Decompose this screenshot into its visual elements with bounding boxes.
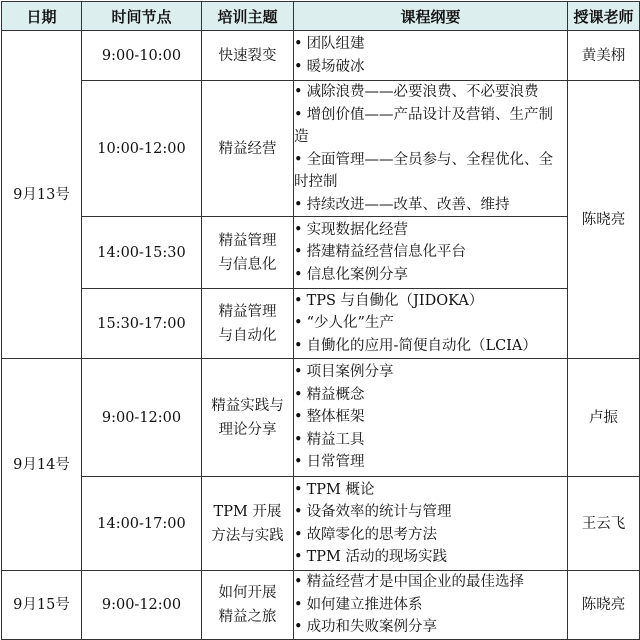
outline-item: • 信息化案例分享 — [294, 266, 409, 283]
topic-line: TPM 开展 — [213, 503, 282, 520]
bullet: • — [294, 196, 303, 213]
time-cell: 15:30-17:00 — [82, 289, 202, 359]
bullet: • — [294, 151, 303, 168]
time-cell: 14:00-15:30 — [82, 217, 202, 289]
header-time: 时间节点 — [82, 2, 202, 31]
teacher-cell: 黄美栩 — [568, 31, 640, 81]
bullet: • — [294, 315, 303, 332]
outline-item: • 项目案例分享 — [294, 364, 394, 381]
outline-item: • 增创价值——产品设计及营销、生产制造 — [294, 106, 554, 145]
topic-cell — [202, 571, 294, 640]
time-cell: 9:00-10:00 — [82, 31, 202, 81]
bullet: • — [294, 244, 303, 261]
table-row — [2, 217, 640, 289]
bullet: • — [294, 292, 303, 309]
outline-cell — [294, 217, 568, 289]
outline-item: • 成功和失败案例分享 — [294, 619, 438, 635]
outline-item: • 实现数据化经营 — [294, 221, 409, 238]
topic-cell — [202, 289, 294, 359]
topic-line: 精益经营 — [218, 140, 277, 157]
outline-item: • 精益经营才是中国企业的最佳选择 — [294, 574, 525, 590]
bullet: • — [294, 36, 303, 52]
topic-line: 方法与实践 — [211, 527, 284, 544]
outline-cell — [294, 81, 568, 217]
outline-cell — [294, 289, 568, 359]
outline-item: • 搭建精益经营信息化平台 — [294, 244, 467, 261]
topic-cell — [202, 31, 294, 81]
bullet: • — [294, 454, 303, 471]
date-cell: 9月14号 — [2, 359, 82, 571]
outline-item: • 减除浪费——必要浪费、不必要浪费 — [294, 84, 539, 100]
bullet: • — [294, 504, 303, 520]
outline-item: • “少人化”生产 — [294, 315, 394, 332]
outline-item: • 设备效率的统计与管理 — [294, 504, 452, 520]
bullet: • — [294, 526, 303, 543]
topic-cell — [202, 217, 294, 289]
course-schedule-table — [1, 1, 640, 640]
topic-cell — [202, 359, 294, 477]
date-cell: 9月13号 — [2, 31, 82, 359]
header-teacher: 授课老师 — [568, 2, 640, 31]
outline-cell — [294, 477, 568, 571]
topic-line: 精益实践与 — [211, 397, 284, 414]
header-topic: 培训主题 — [202, 2, 294, 31]
topic-cell — [202, 477, 294, 571]
teacher-cell: 陈晓亮 — [568, 81, 640, 359]
table-row — [2, 289, 640, 359]
outline-item: • 自働化的应用-简便自动化（LCIA） — [294, 337, 537, 354]
table-row — [2, 81, 640, 217]
outline-item: • 如何建立推进体系 — [294, 596, 423, 613]
outline-cell — [294, 571, 568, 640]
table-row — [2, 571, 640, 640]
bullet: • — [294, 364, 303, 381]
outline-item: • 故障零化的思考方法 — [294, 526, 438, 543]
outline-item: • TPM 概论 — [294, 481, 375, 498]
topic-line: 快速裂变 — [218, 47, 277, 64]
time-cell: 14:00-17:00 — [82, 477, 202, 571]
bullet: • — [294, 549, 303, 565]
table-row — [2, 31, 640, 81]
bullet: • — [294, 266, 303, 283]
time-cell: 10:00-12:00 — [82, 81, 202, 217]
bullet: • — [294, 431, 303, 448]
outline-item: • 精益工具 — [294, 431, 365, 448]
date-cell: 9月15号 — [2, 571, 82, 640]
bullet: • — [294, 58, 303, 75]
outline-cell — [294, 359, 568, 477]
bullet: • — [294, 337, 303, 354]
topic-line: 如何开展 — [218, 584, 277, 601]
topic-line: 精益管理 — [218, 303, 277, 320]
topic-line: 与自动化 — [218, 327, 277, 344]
outline-item: • TPM 活动的现场实践 — [294, 549, 447, 565]
outline-item: • 全面管理——全员参与、全程优化、全时控制 — [294, 151, 554, 190]
bullet: • — [294, 574, 303, 590]
outline-item: • 整体框架 — [294, 409, 365, 426]
header-outline: 课程纲要 — [294, 2, 568, 31]
outline-item: • 持续改进——改革、改善、维持 — [294, 196, 510, 213]
bullet: • — [294, 596, 303, 613]
teacher-cell: 陈晓亮 — [568, 571, 640, 640]
bullet: • — [294, 221, 303, 238]
time-cell: 9:00-12:00 — [82, 359, 202, 477]
table-row — [2, 477, 640, 571]
time-cell: 9:00-12:00 — [82, 571, 202, 640]
table-row — [2, 359, 640, 477]
bullet: • — [294, 106, 303, 123]
topic-line: 精益之旅 — [218, 608, 277, 625]
outline-item: • 团队组建 — [294, 36, 365, 52]
outline-cell — [294, 31, 568, 81]
outline-item: • 精益概念 — [294, 386, 365, 403]
header-row — [2, 2, 640, 31]
bullet: • — [294, 481, 303, 498]
bullet: • — [294, 619, 303, 635]
bullet: • — [294, 386, 303, 403]
teacher-cell: 王云飞 — [568, 477, 640, 571]
topic-line: 与信息化 — [218, 256, 277, 273]
bullet: • — [294, 409, 303, 426]
topic-line: 理论分享 — [218, 421, 277, 438]
bullet: • — [294, 84, 303, 100]
teacher-cell: 卢振 — [568, 359, 640, 477]
outline-item: • 日常管理 — [294, 454, 365, 471]
outline-item: • 暖场破冰 — [294, 58, 365, 75]
topic-cell — [202, 81, 294, 217]
topic-line: 精益管理 — [218, 232, 277, 249]
header-date: 日期 — [2, 2, 82, 31]
outline-item: • TPS 与自働化（JIDOKA） — [294, 292, 484, 309]
